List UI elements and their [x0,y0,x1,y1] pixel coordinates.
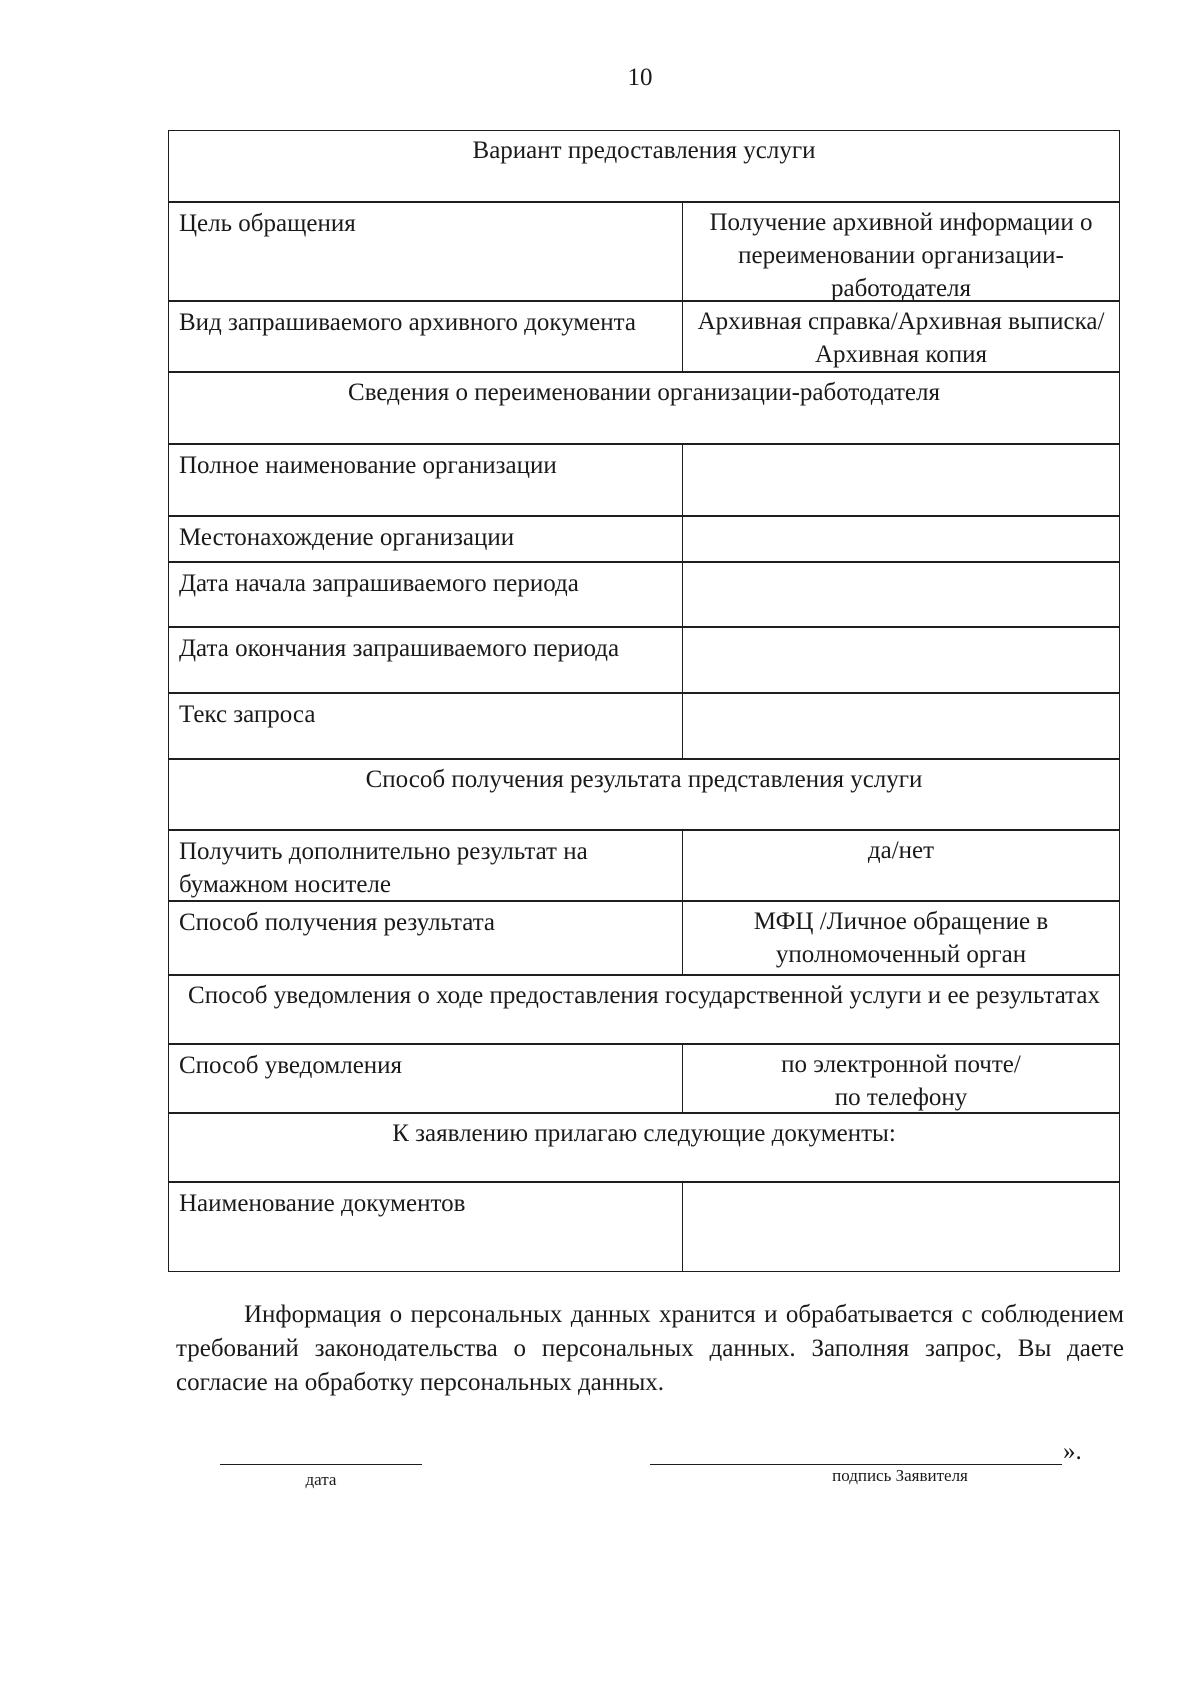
result-method-label: Способ получения результата [179,909,496,936]
org-full-name-value[interactable] [682,445,1119,515]
request-text-row [168,693,1120,759]
paper-result-label: Получить дополнительно результат на бумажном носителе [179,838,588,898]
variant-header: Вариант предоставления услуги [472,137,816,164]
attach-value[interactable] [682,1183,1119,1271]
attach-label: Наименование документов [179,1190,466,1217]
org-full-name-label: Полное наименование организации [179,452,557,479]
notify-label: Способ уведомления [179,1052,403,1079]
purpose-row [168,202,1120,301]
period-start-label: Дата начала запрашиваемого периода [179,570,579,597]
org-location-label: Местонахождение организации [179,524,515,551]
request-text-label: Текс запроса [179,701,316,728]
org-location-row [168,516,1120,562]
doc-type-value: Архивная справка/Архивная выписка/Архивная копия [682,302,1119,371]
date-line[interactable] [220,1464,422,1465]
purpose-label: Цель обращения [179,210,356,237]
variant-header-row [168,130,1120,202]
date-caption: дата [305,1470,337,1489]
request-text-value[interactable] [682,694,1119,758]
result-method-header: Способ получения результата представления услуги [365,766,923,793]
rename-header-row [168,372,1120,444]
paper-result-value: да/нет [682,831,1119,900]
signature-line[interactable] [650,1464,1062,1465]
notify-row [168,1044,1120,1113]
notify-value-line-1: по электронной почте/ [781,1051,1021,1078]
closing-quote: ». [1063,1438,1082,1465]
result-method-header-row [168,759,1120,830]
paper-result-row [168,830,1120,901]
notify-header: Способ уведомления о ходе предоставления государственной услуги и ее результатах [188,982,1100,1009]
notify-header-row [168,975,1120,1044]
doc-type-row [168,301,1120,372]
period-end-value[interactable] [682,628,1119,692]
attach-header-row [168,1113,1120,1182]
consent-paragraph: Информация о персональных данных хранится и обрабатывается с соблюдением требований законодательства о персональных данных. Заполняя запрос, Вы даете согласие на обработку персональных данных. [176,1301,1124,1396]
page-number: 10 [627,64,653,91]
period-end-row [168,627,1120,693]
notify-value-line-2: по телефону [834,1084,968,1111]
period-start-value[interactable] [682,563,1119,626]
signature-caption: подпись Заявителя [832,1466,968,1485]
attach-header: К заявлению прилагаю следующие документы: [392,1120,896,1147]
result-method-value: МФЦ /Личное обращение в уполномоченный орган [682,902,1119,974]
doc-type-label: Вид запрашиваемого архивного документа [179,309,636,336]
org-full-name-row [168,444,1120,516]
period-start-row [168,562,1120,627]
notify-value [682,1045,1119,1112]
org-location-value[interactable] [682,517,1119,561]
rename-header: Сведения о переименовании организации-работодателя [348,379,940,406]
period-end-label: Дата окончания запрашиваемого периода [179,635,620,662]
result-method-row [168,901,1120,975]
attach-row [168,1182,1120,1272]
purpose-value: Получение архивной информации о переименовании организации-работодателя [682,203,1119,300]
